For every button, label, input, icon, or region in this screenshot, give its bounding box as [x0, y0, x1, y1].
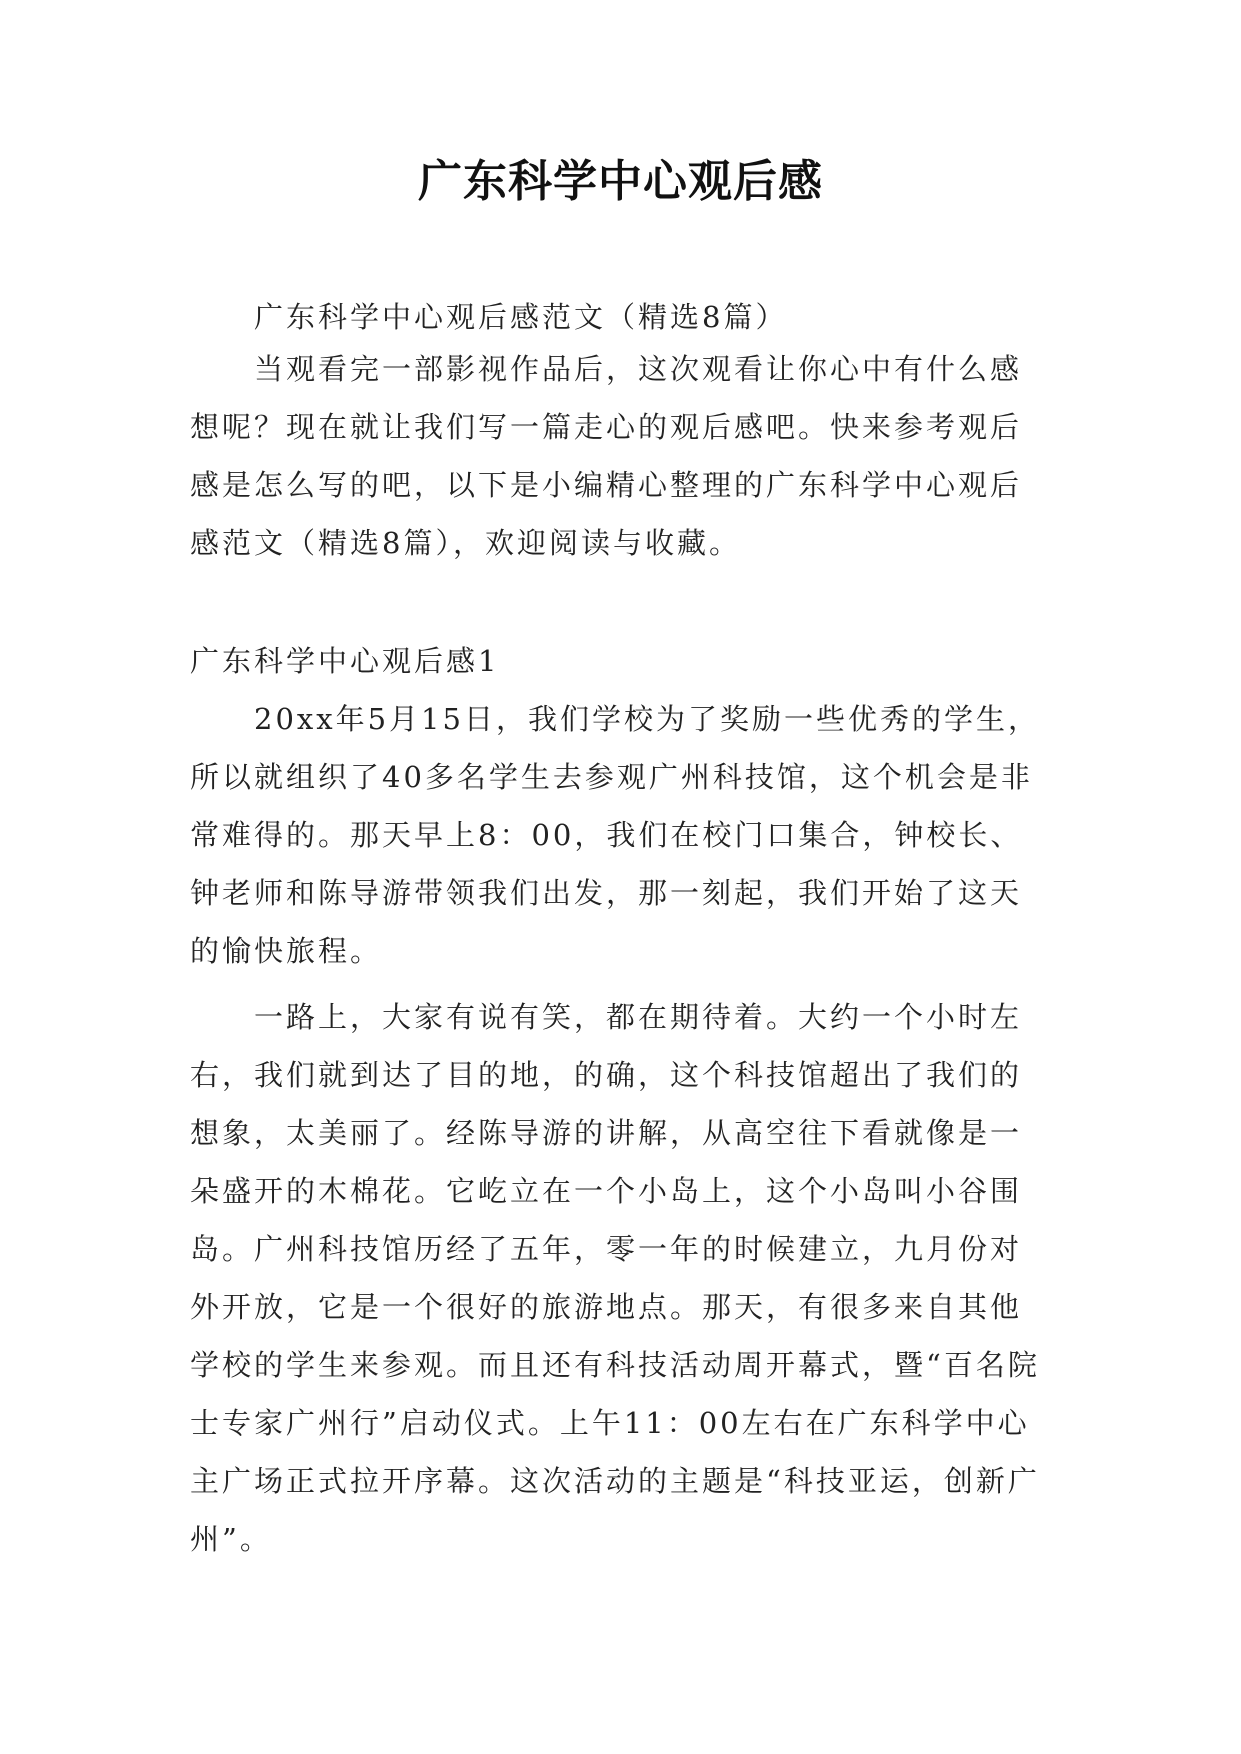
intro-block [190, 340, 1050, 572]
section-body [190, 690, 1050, 1568]
document-subtitle: 广东科学中心观后感范文（精选8篇） [254, 300, 788, 334]
section-heading: 广东科学中心观后感1 [190, 644, 500, 678]
section-paragraph-1: 20xx年5月15日，我们学校为了奖励一些优秀的学生，所以就组织了40多名学生去参观广州科技馆，这个机会是非常难得的。那天早上8：00，我们在校门口集合，钟校长、钟老师和陈导游带领我们出发，那一刻起，我们开始了这天的愉快旅程。 [190, 702, 1040, 968]
document-title: 广东科学中心观后感 [418, 156, 823, 207]
intro-paragraph: 当观看完一部影视作品后，这次观看让你心中有什么感想呢？现在就让我们写一篇走心的观后感吧。快来参考观后感是怎么写的吧，以下是小编精心整理的广东科学中心观后感范文（精选8篇），欢迎阅读与收藏。 [190, 352, 1023, 560]
section-paragraph-2: 一路上，大家有说有笑，都在期待着。大约一个小时左右，我们就到达了目的地，的确，这个科技馆超出了我们的想象，太美丽了。经陈导游的讲解，从高空往下看就像是一朵盛开的木棉花。它屹立在一个小岛上，这个小岛叫小谷围岛。广州科技馆历经了五年，零一年的时候建立，九月份对外开放，它是一个很好的旅游地点。那天，有很多来自其他学校的学生来参观。而且还有科技活动周开幕式，暨“百名院士专家广州行”启动仪式。上午11：00左右在广东科学中心主广场正式拉开序幕。这次活动的主题是“科技亚运，创新广州”。 [190, 1000, 1040, 1556]
